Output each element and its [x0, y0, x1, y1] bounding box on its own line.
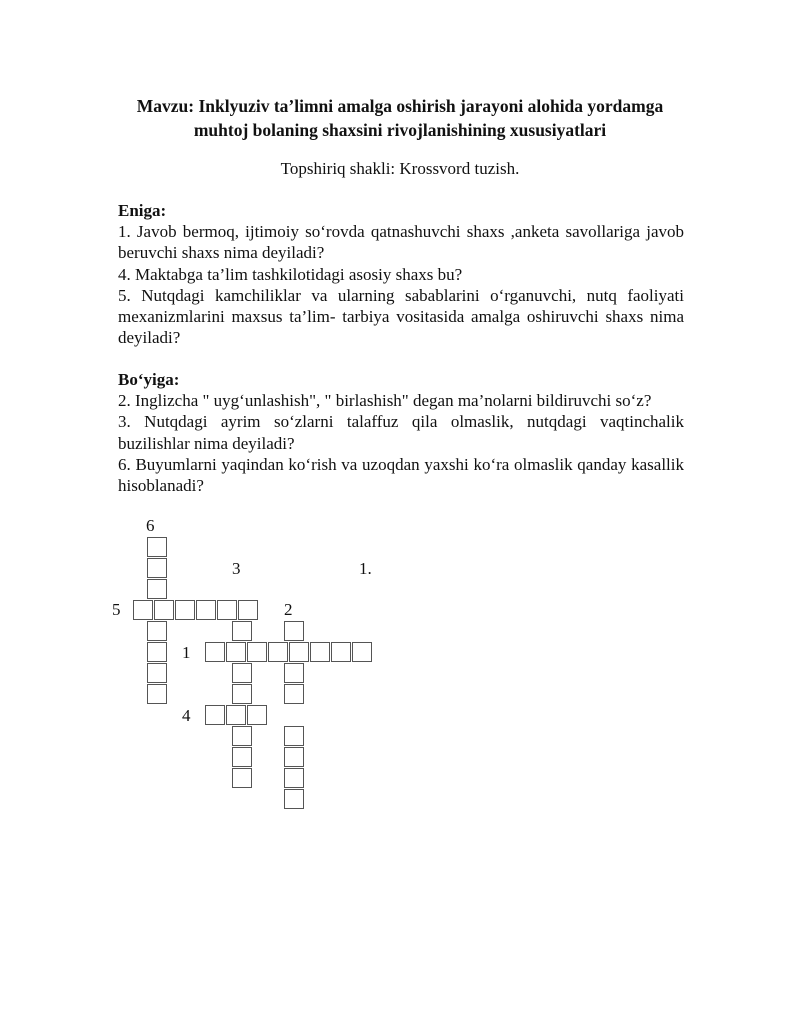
crossword-cell[interactable]: [154, 600, 174, 620]
crossword-cell[interactable]: [133, 600, 153, 620]
document-title: [100, 94, 700, 142]
crossword-cell[interactable]: [147, 621, 167, 641]
down-heading: Bo‘yiga:: [118, 370, 180, 389]
crossword-cell[interactable]: [247, 705, 267, 725]
down-clue-2: 2. Inglizcha " uyg‘unlashish", " birlashish" degan ma’nolarni bildiruvchi so‘z?: [118, 391, 652, 411]
crossword-number-3: 3: [232, 559, 241, 578]
crossword-number-1: 1: [182, 643, 191, 662]
crossword-cell[interactable]: [217, 600, 237, 620]
crossword-cell[interactable]: [284, 663, 304, 683]
across-clue-5: 5. Nutqdagi kamchiliklar va ularning sabablarini o‘rganuvchi, nutq faoliyati mexanizmlarini maxsus ta’lim- tarbiya vositasida amalga oshiruvchi shaxs nima deyiladi?: [118, 285, 684, 348]
crossword-cell[interactable]: [352, 642, 372, 662]
crossword-cell[interactable]: [284, 747, 304, 767]
task-type: Topshiriq shakli: Krossvord tuzish.: [280, 159, 520, 178]
crossword-cell[interactable]: [232, 726, 252, 746]
crossword-cell[interactable]: [284, 768, 304, 788]
crossword-cell[interactable]: [232, 663, 252, 683]
crossword-cell[interactable]: [147, 579, 167, 599]
down-clues-section: [118, 369, 684, 496]
crossword-number-5: 5: [112, 600, 121, 619]
down-clue-3: 3. Nutqdagi ayrim so‘zlarni talaffuz qila olmaslik, nutqdagi vaqtinchalik buzilishlar nima deyiladi?: [118, 412, 684, 453]
crossword-cell[interactable]: [238, 600, 258, 620]
crossword-cell[interactable]: [289, 642, 309, 662]
crossword-number-4: 4: [182, 706, 191, 725]
crossword-cell[interactable]: [232, 768, 252, 788]
crossword-cell[interactable]: [331, 642, 351, 662]
crossword-cell[interactable]: [147, 663, 167, 683]
across-clue-4: 4. Maktabga ta’lim tashkilotidagi asosiy shaxs bu?: [118, 264, 463, 284]
crossword-cell[interactable]: [232, 621, 252, 641]
crossword-cell[interactable]: [147, 642, 167, 662]
across-clue-1: 1. Javob bermoq, ijtimoiy so‘rovda qatnashuvchi shaxs ,anketa savollariga javob beruvchi shaxs nima deyiladi?: [118, 222, 684, 263]
crossword-cell[interactable]: [205, 705, 225, 725]
down-clue-6: 6. Buyumlarni yaqindan ko‘rish va uzoqdan yaxshi ko‘ra olmaslik qanday kasallik hisoblanadi?: [118, 454, 684, 496]
crossword-cell[interactable]: [196, 600, 216, 620]
crossword-cell[interactable]: [268, 642, 288, 662]
crossword-cell[interactable]: [147, 684, 167, 704]
title-line-2: muhtoj bolaning shaxsini rivojlanishining xususiyatlari: [193, 120, 607, 140]
crossword-cell[interactable]: [175, 600, 195, 620]
crossword-cell[interactable]: [284, 726, 304, 746]
crossword-cell[interactable]: [232, 684, 252, 704]
crossword-cell[interactable]: [226, 705, 246, 725]
crossword-cell[interactable]: [226, 642, 246, 662]
crossword-cell[interactable]: [205, 642, 225, 662]
crossword-cell[interactable]: [284, 621, 304, 641]
crossword-cell[interactable]: [147, 558, 167, 578]
crossword-cell[interactable]: [284, 684, 304, 704]
across-heading: Eniga:: [118, 201, 167, 220]
title-line-1: Mavzu: Inklyuziv ta’limni amalga oshirish jarayoni alohida yordamga: [136, 96, 664, 116]
crossword-number-1-top: 1.: [359, 559, 372, 578]
crossword-number-6: 6: [146, 516, 155, 535]
crossword-cell[interactable]: [232, 747, 252, 767]
crossword-cell[interactable]: [247, 642, 267, 662]
crossword-cell[interactable]: [310, 642, 330, 662]
crossword-cell[interactable]: [284, 789, 304, 809]
crossword-cell[interactable]: [147, 537, 167, 557]
crossword-number-2: 2: [284, 600, 293, 619]
across-clues-section: [118, 200, 684, 348]
